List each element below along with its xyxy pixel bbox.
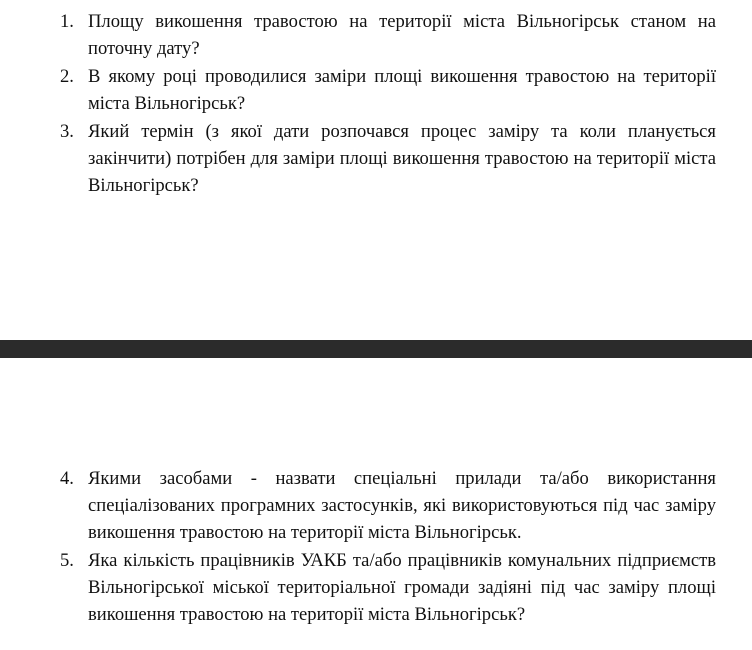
question-text: Який термін (з якої дати розпочався процес заміру та коли планується закінчити) потрібен для заміри площі викошення травостою на території міста Вільногірськ?: [88, 121, 716, 196]
question-list-top: [60, 8, 716, 200]
question-number: 3.: [60, 121, 74, 142]
question-list-bottom: [60, 465, 716, 629]
question-number: 2.: [60, 66, 74, 87]
question-number: 4.: [60, 468, 74, 489]
question-item: [60, 465, 716, 546]
question-number: 5.: [60, 550, 74, 571]
question-text: Яка кількість працівників УАКБ та/або працівників комунальних підприємств Вільногірської міської територіальної громади задіяні під час заміру площі викошення травостою на території міста Вільногірськ?: [88, 550, 716, 625]
page-divider: [0, 340, 752, 358]
question-item: [60, 118, 716, 199]
document-page-bottom: [0, 358, 752, 650]
question-text: Якими засобами - назвати спеціальні прилади та/або використання спеціалізованих програмних застосунків, які використовуються під час заміру викошення травостою на території міста Вільногірськ.: [88, 468, 716, 543]
question-item: [60, 63, 716, 117]
question-text: Площу викошення травостою на території міста Вільногірськ станом на поточну дату?: [88, 11, 716, 59]
question-text: В якому році проводилися заміри площі викошення травостою на території міста Вільногірськ?: [88, 66, 716, 114]
question-item: [60, 8, 716, 62]
question-number: 1.: [60, 11, 74, 32]
question-item: [60, 547, 716, 628]
